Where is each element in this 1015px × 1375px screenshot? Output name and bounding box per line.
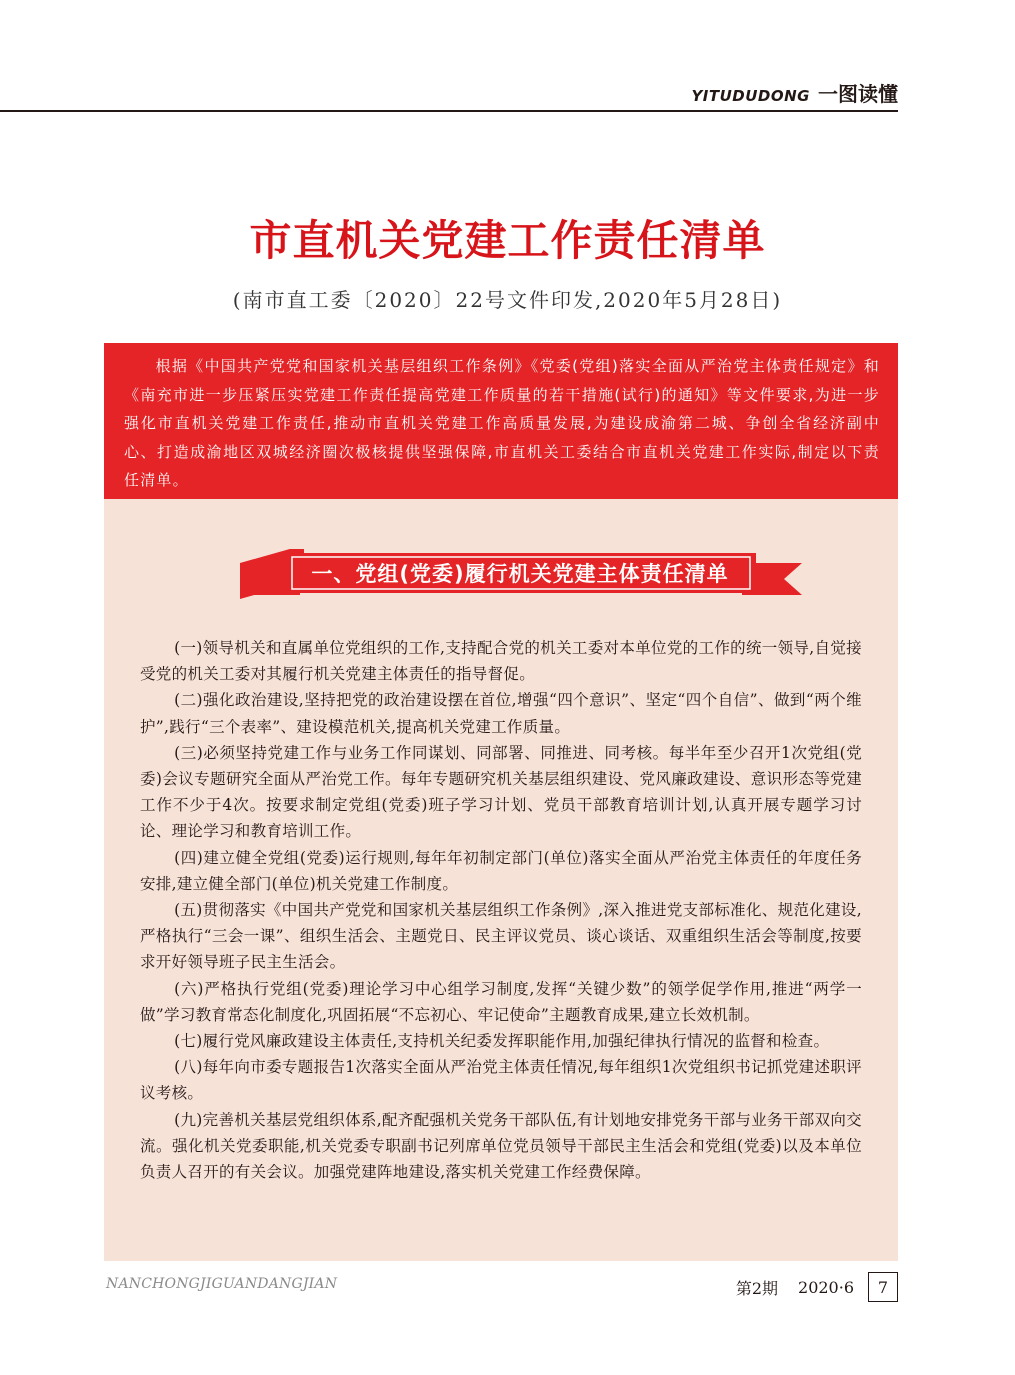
intro-text: 根据《中国共产党党和国家机关基层组织工作条例》《党委(党组)落实全面从严治党主体责任规定》和《南充市进一步压紧压实党建工作责任提高党建工作质量的若干措施(试行)的通知》等文件要求,为进一步强化市直机关党建工作责任,推动市直机关党建工作高质量发展,为建设成渝第二城、争创全省经济副中心、打造成渝地区双城经济圈次极核提供坚强保障,市直机关工委结合市直机关党建工作实际,制定以下责任清单。 [124,357,880,489]
list-item: (三)必须坚持党建工作与业务工作同谋划、同部署、同推进、同考核。每半年至少召开1次党组(党委)会议专题研究全面从严治党工作。每年专题研究机关基层组织建设、党风廉政建设、意识形态等党建工作不少于4次。按要求制定党组(党委)班子学习计划、党员干部教育培训计划,认真开展专题学习讨论、理论学习和教育培训工作。 [140,743,862,841]
page-footer [736,1272,898,1302]
section-title: 一、党组(党委)履行机关党建主体责任清单 [311,562,729,586]
header-english: YITUDUDONG [691,87,810,105]
list-item: (五)贯彻落实《中国共产党党和国家机关基层组织工作条例》,深入推进党支部标准化、规范化建设,严格执行“三会一课”、组织生活会、主题党日、民主评议党员、谈心谈话、双重组织生活会等制度,按要求开好领导班子民主生活会。 [140,901,862,972]
list-item: (二)强化政治建设,坚持把党的政治建设摆在首位,增强“四个意识”、坚定“四个自信”、做到“两个维护”,践行“三个表率”、建设模范机关,提高机关党建工作质量。 [140,691,862,736]
list-item: (七)履行党风廉政建设主体责任,支持机关纪委发挥职能作用,加强纪律执行情况的监督和检查。 [174,1032,830,1051]
intro-box [104,343,898,499]
page-number: 7 [868,1272,898,1302]
header-rule [0,110,898,112]
list-item: (一)领导机关和直属单位党组织的工作,支持配合党的机关工委对本单位党的工作的统一领导,自觉接受党的机关工委对其履行机关党建主体责任的指导督促。 [140,639,862,684]
journal-name: NANCHONGJIGUANDANGJIAN [106,1276,338,1292]
list-item: (九)完善机关基层党组织体系,配齐配强机关党务干部队伍,有计划地安排党务干部与业务干部双向交流。强化机关党委职能,机关党委专职副书记列席单位党员领导干部民主生活会和党组(党委)以及本单位负责人召开的有关会议。加强党建阵地建设,落实机关党建工作经费保障。 [140,1110,862,1182]
page-header [0,78,898,108]
page-subtitle: (南市直工委〔2020〕22号文件印发,2020年5月28日) [232,288,783,312]
list-item: (六)严格执行党组(党委)理论学习中心组学习制度,发挥“关键少数”的领学促学作用,推进“两学一做”学习教育常态化制度化,巩固拓展“不忘初心、牢记使命”主题教育成果,建立长效机制。 [140,979,862,1024]
responsibility-list [140,635,862,1185]
header-chinese: 一图读懂 [818,82,898,106]
page-title: 市直机关党建工作责任清单 [249,216,766,265]
section-ribbon [240,549,802,599]
list-item: (八)每年向市委专题报告1次落实全面从严治党主体责任情况,每年组织1次党组织书记抓党建述职评议考核。 [140,1058,862,1103]
list-item: (四)建立健全党组(党委)运行规则,每年年初制定部门(单位)落实全面从严治党主体责任的年度任务安排,建立健全部门(单位)机关党建工作制度。 [140,848,862,893]
issue-date: 2020·6 [798,1277,854,1297]
issue-number: 第2期 [735,1278,779,1298]
content-panel [104,499,898,1261]
